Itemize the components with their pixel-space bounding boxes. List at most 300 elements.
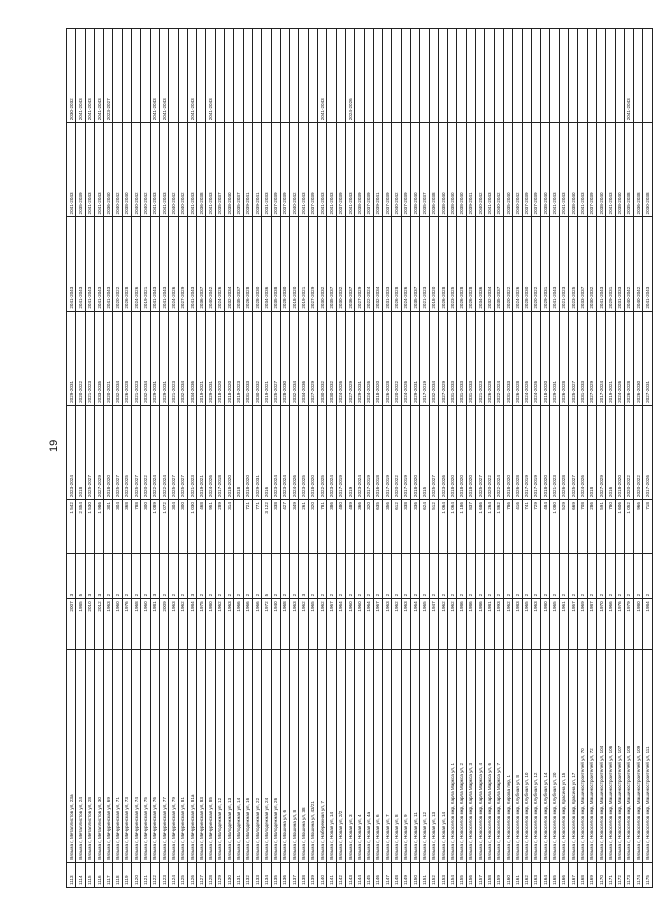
period-2-cell: 2030-2032 <box>252 311 261 405</box>
period-1-cell: 2026-2028 <box>559 405 568 499</box>
row-number-cell: 1126 <box>187 862 196 887</box>
table-row <box>429 29 438 888</box>
period-4-cell: 2037-2039 <box>522 123 531 217</box>
period-4-cell: 2041-2043 <box>67 123 76 217</box>
table-row <box>225 29 234 888</box>
period-3-cell: 2026-2028 <box>122 217 131 311</box>
period-1-cell: 2026-2028 <box>513 405 522 499</box>
floors-cell: 2 <box>308 553 317 599</box>
row-number-cell: 1121 <box>141 862 150 887</box>
period-1-cell: 2017-2019 <box>401 405 410 499</box>
period-5-cell <box>243 29 252 123</box>
address-cell: Вязьма г, Новоселов мкр, Машиностроителей ул, 107 <box>615 649 624 862</box>
row-number-cell: 1145 <box>364 862 373 887</box>
period-1-cell: 2018-2020 <box>104 405 113 499</box>
period-5-cell <box>606 29 615 123</box>
period-3-cell: 2035-2037 <box>234 217 243 311</box>
build-year-cell: 1962 <box>299 599 308 650</box>
row-number-cell: 1115 <box>85 862 94 887</box>
row-number-cell: 1117 <box>104 862 113 887</box>
floors-cell: 2 <box>643 553 652 599</box>
period-5-cell <box>234 29 243 123</box>
build-year-cell: 1970 <box>596 599 605 650</box>
floors-cell: 2 <box>550 553 559 599</box>
period-3-cell: 2024-2026 <box>513 217 522 311</box>
build-year-cell: 1962 <box>438 599 447 650</box>
area-cell: 320 <box>308 500 317 554</box>
address-cell: Вязьма г, Новоселов мкр, Машиностроителей ул, 106 <box>606 649 615 862</box>
address-cell: Вязьма г, Молодежная ул, 22 <box>252 649 261 862</box>
period-3-cell: 2024-2026 <box>215 217 224 311</box>
period-5-cell <box>392 29 401 123</box>
period-1-cell: 2019-2021 <box>197 405 206 499</box>
period-2-cell: 2021-2023 <box>132 311 141 405</box>
period-4-cell: 2040-2042 <box>494 123 503 217</box>
floors-cell: 2 <box>559 553 568 599</box>
area-cell: 320 <box>364 500 373 554</box>
period-4-cell: 2041-2043 <box>578 123 587 217</box>
period-5-cell <box>364 29 373 123</box>
row-number-cell: 1148 <box>392 862 401 887</box>
period-1-cell: 2022-2025 <box>318 405 327 499</box>
row-number-cell: 1163 <box>531 862 540 887</box>
build-year-cell: 1962 <box>178 599 187 650</box>
area-cell: 1 072 <box>159 500 168 554</box>
period-5-cell <box>252 29 261 123</box>
period-1-cell: 2023-2024 <box>67 405 76 499</box>
period-4-cell: 2039-2041 <box>373 123 382 217</box>
build-year-cell: 1976 <box>122 599 131 650</box>
period-1-cell: 2023-2024 <box>327 405 336 499</box>
period-2-cell: 2031-2033 <box>466 311 475 405</box>
period-1-cell: 2023-2025 <box>299 405 308 499</box>
period-4-cell: 2037-2039 <box>383 123 392 217</box>
build-year-cell: 1960 <box>113 599 122 650</box>
period-3-cell: 2041-2043 <box>550 217 559 311</box>
period-3-cell: 2026-2028 <box>243 217 252 311</box>
period-5-cell <box>373 29 382 123</box>
period-1-cell: 2027-2029 <box>596 405 605 499</box>
period-2-cell: 2018-2020 <box>215 311 224 405</box>
area-cell: 1 030 <box>187 500 196 554</box>
period-2-cell: 2027-2029 <box>438 311 447 405</box>
row-number-cell: 1170 <box>596 862 605 887</box>
area-cell: 771 <box>252 500 261 554</box>
table-row <box>336 29 345 888</box>
table-row <box>206 29 215 888</box>
address-cell: Вязьма г, Мичуринская ул, 73 <box>122 649 131 862</box>
period-4-cell: 2041-2043 <box>485 123 494 217</box>
row-number-cell: 1138 <box>299 862 308 887</box>
build-year-cell: 1987 <box>587 599 596 650</box>
build-year-cell: 1972 <box>262 599 271 650</box>
period-5-cell <box>327 29 336 123</box>
table-row <box>522 29 531 888</box>
period-2-cell: 2029-2031 <box>159 311 168 405</box>
period-4-cell: 2035-2040 <box>503 123 512 217</box>
row-number-cell: 1151 <box>420 862 429 887</box>
floors-cell: 2 <box>513 553 522 599</box>
address-cell: Вязьма г, Новоселов мкр, Кирова пер, 1 <box>503 649 512 862</box>
period-3-cell: 2026-2028 <box>392 217 401 311</box>
period-2-cell: 2020-2022 <box>392 311 401 405</box>
period-1-cell: 2017-2019 <box>522 405 531 499</box>
table-row <box>187 29 196 888</box>
period-5-cell <box>503 29 512 123</box>
table-row <box>104 29 113 888</box>
row-number-cell: 1161 <box>513 862 522 887</box>
build-year-cell: 1968 <box>132 599 141 650</box>
floors-cell: 2 <box>448 553 457 599</box>
table-row <box>271 29 280 888</box>
address-cell: Вязьма г, Мичуринская ул, 76 <box>150 649 159 862</box>
period-3-cell: 2032-2034 <box>225 217 234 311</box>
period-5-cell <box>587 29 596 123</box>
period-5-cell <box>578 29 587 123</box>
address-cell: Вязьма г, Новая ул, 2/2 <box>336 649 345 862</box>
period-3-cell: 2028-2030 <box>280 217 289 311</box>
floors-cell: 2 <box>578 553 587 599</box>
floors-cell: 2 <box>615 553 624 599</box>
floors-cell: 3 <box>187 553 196 599</box>
period-5-cell <box>336 29 345 123</box>
area-cell: 300 <box>141 500 150 554</box>
build-year-cell: 1947 <box>429 599 438 650</box>
period-2-cell: 2032-2034 <box>429 311 438 405</box>
row-number-cell: 1120 <box>132 862 141 887</box>
period-3-cell: 2034-2036 <box>476 217 485 311</box>
period-5-cell <box>197 29 206 123</box>
period-1-cell: 2018-2020 <box>541 405 550 499</box>
area-cell: 1 686 <box>476 500 485 554</box>
floors-cell: 2 <box>438 553 447 599</box>
period-4-cell: 2038-2040 <box>448 123 457 217</box>
floors-cell: 2 <box>169 553 178 599</box>
period-2-cell: 2017-2024 <box>596 311 605 405</box>
table-row <box>308 29 317 888</box>
table-row <box>67 29 76 888</box>
period-4-cell: 2040-2042 <box>513 123 522 217</box>
floors-cell: 2 <box>634 553 643 599</box>
row-number-cell: 1168 <box>578 862 587 887</box>
period-3-cell: 2041-2043 <box>643 217 652 311</box>
table-row <box>94 29 103 888</box>
period-3-cell: 2029-2031 <box>606 217 615 311</box>
address-cell: Вязьма г, Молодежная ул, 13 <box>225 649 234 862</box>
period-2-cell: 2024-2026 <box>531 311 540 405</box>
row-number-cell: 1119 <box>122 862 131 887</box>
floors-cell: 2 <box>113 553 122 599</box>
period-4-cell: 2035-2037 <box>215 123 224 217</box>
period-4-cell: 2040-2042 <box>290 123 299 217</box>
address-cell: Вязьма г, Мичуринская ул, 77 <box>159 649 168 862</box>
area-cell: 1 186 <box>457 500 466 554</box>
address-cell: Вязьма г, Мичуринская ул, 75 <box>141 649 150 862</box>
table-body <box>67 29 653 888</box>
area-cell: 338 <box>401 500 410 554</box>
table-row <box>596 29 605 888</box>
row-number-cell: 1136 <box>280 862 289 887</box>
period-4-cell: 2041-2043 <box>550 123 559 217</box>
period-4-cell: 2041-2043 <box>159 123 168 217</box>
area-cell: 729 <box>531 500 540 554</box>
floors-cell: 2 <box>494 553 503 599</box>
period-2-cell: 2029-2031 <box>550 311 559 405</box>
period-1-cell: 2023-2026 <box>438 405 447 499</box>
build-year-cell: 1963 <box>104 599 113 650</box>
period-3-cell: 2041-2043 <box>67 217 76 311</box>
table-row <box>197 29 206 888</box>
address-cell: Вязьма г, Новоселов мкр, Карла Маркса ул, 3 <box>466 649 475 862</box>
area-cell: 484 <box>541 500 550 554</box>
period-4-cell: 2041-2043 <box>85 123 94 217</box>
period-3-cell: 2024-2026 <box>132 217 141 311</box>
area-cell: 289 <box>215 500 224 554</box>
row-number-cell: 1123 <box>159 862 168 887</box>
period-2-cell: 2019-2021 <box>606 311 615 405</box>
period-3-cell: 2019-2021 <box>141 217 150 311</box>
period-2-cell: 2026-2028 <box>624 311 633 405</box>
floors-cell: 2 <box>392 553 401 599</box>
build-year-cell: 1963 <box>383 599 392 650</box>
period-1-cell: 2020-2022 <box>624 405 633 499</box>
table-row <box>122 29 131 888</box>
row-number-cell: 1118 <box>113 862 122 887</box>
period-3-cell: 2035-2037 <box>494 217 503 311</box>
period-3-cell: 2032-2034 <box>485 217 494 311</box>
period-1-cell: 2025-2027 <box>132 405 141 499</box>
area-cell: 1 052 <box>624 500 633 554</box>
floors-cell: 2 <box>252 553 261 599</box>
period-3-cell: 2024-2026 <box>401 217 410 311</box>
floors-cell: 2 <box>104 553 113 599</box>
period-3-cell: 2026-2028 <box>438 217 447 311</box>
address-cell: Вязьма г, Новая ул, 9 <box>401 649 410 862</box>
build-year-cell: 1966 <box>243 599 252 650</box>
period-2-cell: 2031-2033 <box>448 311 457 405</box>
period-5-cell: 2041-2043 <box>318 29 327 123</box>
floors-cell: 2 <box>401 553 410 599</box>
build-year-cell: 1984 <box>643 599 652 650</box>
period-3-cell: 2018-2020 <box>290 217 299 311</box>
floors-cell: 2 <box>206 553 215 599</box>
table-row <box>150 29 159 888</box>
floors-cell: 2 <box>197 553 206 599</box>
table-row <box>550 29 559 888</box>
table-row <box>318 29 327 888</box>
period-1-cell: 2022-2024 <box>159 405 168 499</box>
table-row <box>373 29 382 888</box>
address-cell: Вязьма г, Молодежная ул, 24 <box>262 649 271 862</box>
period-2-cell: 2032-2034 <box>290 311 299 405</box>
period-4-cell: 2036-2038 <box>197 123 206 217</box>
period-5-cell <box>569 29 578 123</box>
period-3-cell: 2020-2022 <box>503 217 512 311</box>
table-row <box>178 29 187 888</box>
period-5-cell <box>457 29 466 123</box>
table-row <box>448 29 457 888</box>
period-1-cell: 2018 <box>587 405 596 499</box>
period-5-cell <box>466 29 475 123</box>
table-row <box>569 29 578 888</box>
period-3-cell: 2031-2033 <box>383 217 392 311</box>
area-cell: 951 <box>206 500 215 554</box>
table-row <box>383 29 392 888</box>
floors-cell: 2 <box>364 553 373 599</box>
address-cell: Вязьма г, Молодежная ул, 14 <box>234 649 243 862</box>
floors-cell: 2 <box>336 553 345 599</box>
period-2-cell: 2034-2036 <box>187 311 196 405</box>
period-2-cell: 2033-2035 <box>94 311 103 405</box>
address-cell: Вязьма г, Новоселов мкр, Машиностроителей ул, 72 <box>587 649 596 862</box>
period-2-cell: 2021-2023 <box>169 311 178 405</box>
period-1-cell: 2016 <box>262 405 271 499</box>
table-row <box>410 29 419 888</box>
address-cell: Вязьма г, Металлистов ул, 28 <box>85 649 94 862</box>
table-row <box>345 29 354 888</box>
build-year-cell: 1957 <box>569 599 578 650</box>
period-4-cell: 2041-2043 <box>94 123 103 217</box>
floors-cell: 2 <box>225 553 234 599</box>
period-5-cell <box>383 29 392 123</box>
build-year-cell: 1960 <box>345 599 354 650</box>
floors-cell: 2 <box>234 553 243 599</box>
period-5-cell <box>280 29 289 123</box>
build-year-cell: 1964 <box>336 599 345 650</box>
table-row <box>355 29 364 888</box>
period-3-cell: 2041-2043 <box>187 217 196 311</box>
period-4-cell: 2037-2039 <box>531 123 540 217</box>
period-2-cell: 2018-2020 <box>373 311 382 405</box>
period-4-cell: 2041-2043 <box>187 123 196 217</box>
build-year-cell: 1962 <box>392 599 401 650</box>
period-3-cell: 2041-2043 <box>159 217 168 311</box>
address-cell: Вязьма г, Новоселов мкр, Клубная ул, 14 <box>541 649 550 862</box>
period-5-cell <box>122 29 131 123</box>
period-3-cell: 2019-2021 <box>299 217 308 311</box>
address-cell: Вязьма г, Новая ул, 14 <box>438 649 447 862</box>
floors-cell: 2 <box>569 553 578 599</box>
period-2-cell: 2024-2026 <box>615 311 624 405</box>
period-4-cell: 2038-2039 <box>355 123 364 217</box>
address-cell: Вязьма г, Мичуринская ул, 74 <box>132 649 141 862</box>
table-row <box>141 29 150 888</box>
floors-cell: 2 <box>624 553 633 599</box>
table-row <box>215 29 224 888</box>
period-1-cell: 2025-2027 <box>169 405 178 499</box>
row-number-cell: 1139 <box>308 862 317 887</box>
build-year-cell: 1979 <box>624 599 633 650</box>
floors-cell: 2 <box>531 553 540 599</box>
table-row <box>243 29 252 888</box>
floors-cell: 2 <box>327 553 336 599</box>
period-1-cell: 2023-2024 <box>355 405 364 499</box>
period-1-cell: 2022-2024 <box>150 405 159 499</box>
table-row <box>327 29 336 888</box>
period-5-cell: 2041-2043 <box>94 29 103 123</box>
period-1-cell: 2018-2020 <box>615 405 624 499</box>
period-2-cell: 2019-2023 <box>234 311 243 405</box>
housing-repair-schedule-table <box>66 28 653 888</box>
address-cell: Вязьма г, Молодежная ул, 16 <box>243 649 252 862</box>
period-1-cell: 2025-2027 <box>476 405 485 499</box>
area-cell: 300 <box>178 500 187 554</box>
build-year-cell: 1962 <box>448 599 457 650</box>
row-number-cell: 1134 <box>262 862 271 887</box>
table-row <box>132 29 141 888</box>
period-3-cell: 2041-2043 <box>150 217 159 311</box>
period-4-cell: 2040-2042 <box>132 123 141 217</box>
floors-cell: 2 <box>318 553 327 599</box>
period-4-cell: 2041-2043 <box>327 123 336 217</box>
period-2-cell: 2027-2031 <box>643 311 652 405</box>
area-cell: 368 <box>122 500 131 554</box>
period-2-cell: 2021-2023 <box>476 311 485 405</box>
address-cell: Вязьма г, Новая ул, 14 <box>327 649 336 862</box>
table-row <box>252 29 261 888</box>
period-3-cell: 2035-2037 <box>410 217 419 311</box>
period-4-cell: 2038-2040 <box>225 123 234 217</box>
period-5-cell: 2023-2027 <box>104 29 113 123</box>
row-number-cell: 1164 <box>541 862 550 887</box>
build-year-cell: 1960 <box>355 599 364 650</box>
rotated-table-scan <box>66 28 651 888</box>
floors-cell: 2 <box>345 553 354 599</box>
row-number-cell: 1175 <box>643 862 652 887</box>
row-number-cell: 1143 <box>345 862 354 887</box>
period-3-cell: 2027-2029 <box>355 217 364 311</box>
area-cell: 468 <box>197 500 206 554</box>
address-cell: Вязьма г, Новоселов мкр, Красина ул, 17 <box>569 649 578 862</box>
period-5-cell <box>225 29 234 123</box>
period-1-cell: 2018 <box>76 405 85 499</box>
build-year-cell: 2010 <box>85 599 94 650</box>
table-row <box>494 29 503 888</box>
period-5-cell <box>262 29 271 123</box>
floors-cell: 2 <box>420 553 429 599</box>
period-1-cell: 2015 <box>420 405 429 499</box>
build-year-cell: 1967 <box>327 599 336 650</box>
row-number-cell: 1152 <box>429 862 438 887</box>
address-cell: Вязьма г, Новая ул, 4 <box>355 649 364 862</box>
period-2-cell: 2019-2021 <box>197 311 206 405</box>
address-cell: Вязьма г, Новая ул, 6 <box>373 649 382 862</box>
address-cell: Вязьма г, Новая ул, 12 <box>420 649 429 862</box>
period-1-cell: 2016-2018 <box>373 405 382 499</box>
floors-cell: 3 <box>94 553 103 599</box>
row-number-cell: 1155 <box>457 862 466 887</box>
floors-cell: 2 <box>132 553 141 599</box>
table-row <box>457 29 466 888</box>
period-1-cell: 2024-2026 <box>290 405 299 499</box>
floors-cell: 3 <box>85 553 94 599</box>
period-5-cell <box>550 29 559 123</box>
period-3-cell: 2028-2030 <box>522 217 531 311</box>
period-1-cell: 2017-2019 <box>383 405 392 499</box>
address-cell: Вязьма г, Новоселов мкр, Красина ул, 15 <box>559 649 568 862</box>
period-1-cell: 2017-2018 <box>215 405 224 499</box>
table-row <box>280 29 289 888</box>
period-3-cell: 2020-2022 <box>531 217 540 311</box>
area-cell: 2 854 <box>76 500 85 554</box>
address-cell: Вязьма г, Новоселов мкр, Карла Маркса ул, 2 <box>457 649 466 862</box>
period-1-cell: 2023-2024 <box>271 405 280 499</box>
floors-cell: 2 <box>410 553 419 599</box>
period-4-cell: 2038-2040 <box>615 123 624 217</box>
period-4-cell: 2036-2040 <box>104 123 113 217</box>
address-cell: Вязьма г, Набережная ул, 7 <box>318 649 327 862</box>
table-row <box>503 29 512 888</box>
